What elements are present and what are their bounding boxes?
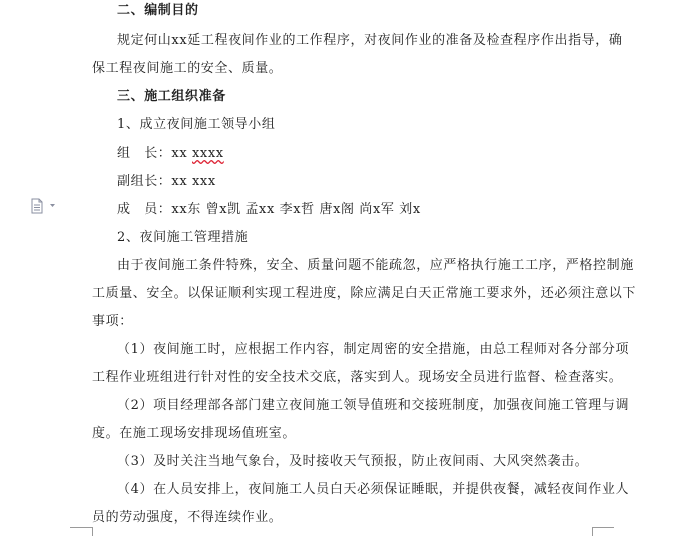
crop-mark-right-h	[592, 527, 614, 528]
point-4-line-1: （4）在人员安排上，夜间施工人员白天必须保证睡眠，并提供夜餐，减轻夜间作业人	[117, 482, 630, 497]
heading-org: 三、施工组织准备	[117, 89, 226, 104]
leader-label: 组 长：xx	[117, 146, 192, 161]
para-a-line-2: 工质量、安全。以保证顺利实现工程进度，除应满足白天正常施工要求外，还必须注意以下	[92, 286, 637, 301]
item-1: 1、成立夜间施工领导小组	[117, 117, 276, 132]
purpose-line-1: 规定何山xx延工程夜间作业的工作程序，对夜间作业的准备及检查程序作出指导，确	[117, 33, 623, 48]
crop-mark-right-v	[592, 527, 593, 536]
members-line: 成 员：xx东 曾x凯 孟xx 李x哲 唐x阁 尚x军 刘x	[117, 202, 421, 217]
point-4-line-2: 员的劳动强度，不得连续作业。	[92, 510, 283, 525]
leader-line	[117, 146, 224, 162]
crop-mark-left-h	[70, 527, 92, 528]
point-3-line-1: （3）及时关注当地气象台，及时接收天气预报，防止夜间雨、大风突然袭击。	[117, 454, 589, 469]
para-a-line-1: 由于夜间施工条件特殊，安全、质量问题不能疏忽，应严格执行施工工序，严格控制施	[117, 258, 634, 273]
point-1-line-2: 工程作业班组进行针对性的安全技术交底，落实到人。现场安全员进行监督、检查落实。	[92, 370, 623, 385]
paragraph-options-button[interactable]	[31, 198, 59, 214]
heading-purpose: 二、编制目的	[117, 3, 199, 18]
crop-mark-left-v	[92, 527, 93, 536]
leader-name: xxxx	[192, 146, 224, 161]
point-2-line-1: （2）项目经理部各部门建立夜间施工领导值班和交接班制度，加强夜间施工管理与调	[117, 398, 630, 413]
para-a-line-3: 事项：	[92, 314, 133, 329]
item-2: 2、夜间施工管理措施	[117, 230, 249, 245]
triangle-down-icon	[50, 204, 55, 207]
point-2-line-2: 度。在施工现场安排现场值班室。	[92, 426, 297, 441]
purpose-line-2: 保工程夜间施工的安全、质量。	[92, 61, 283, 76]
deputy-line: 副组长：xx xxx	[117, 174, 216, 189]
point-1-line-1: （1）夜间施工时，应根据工作内容，制定周密的安全措施，由总工程师对各分部分项	[117, 342, 630, 357]
document-icon	[31, 198, 59, 214]
